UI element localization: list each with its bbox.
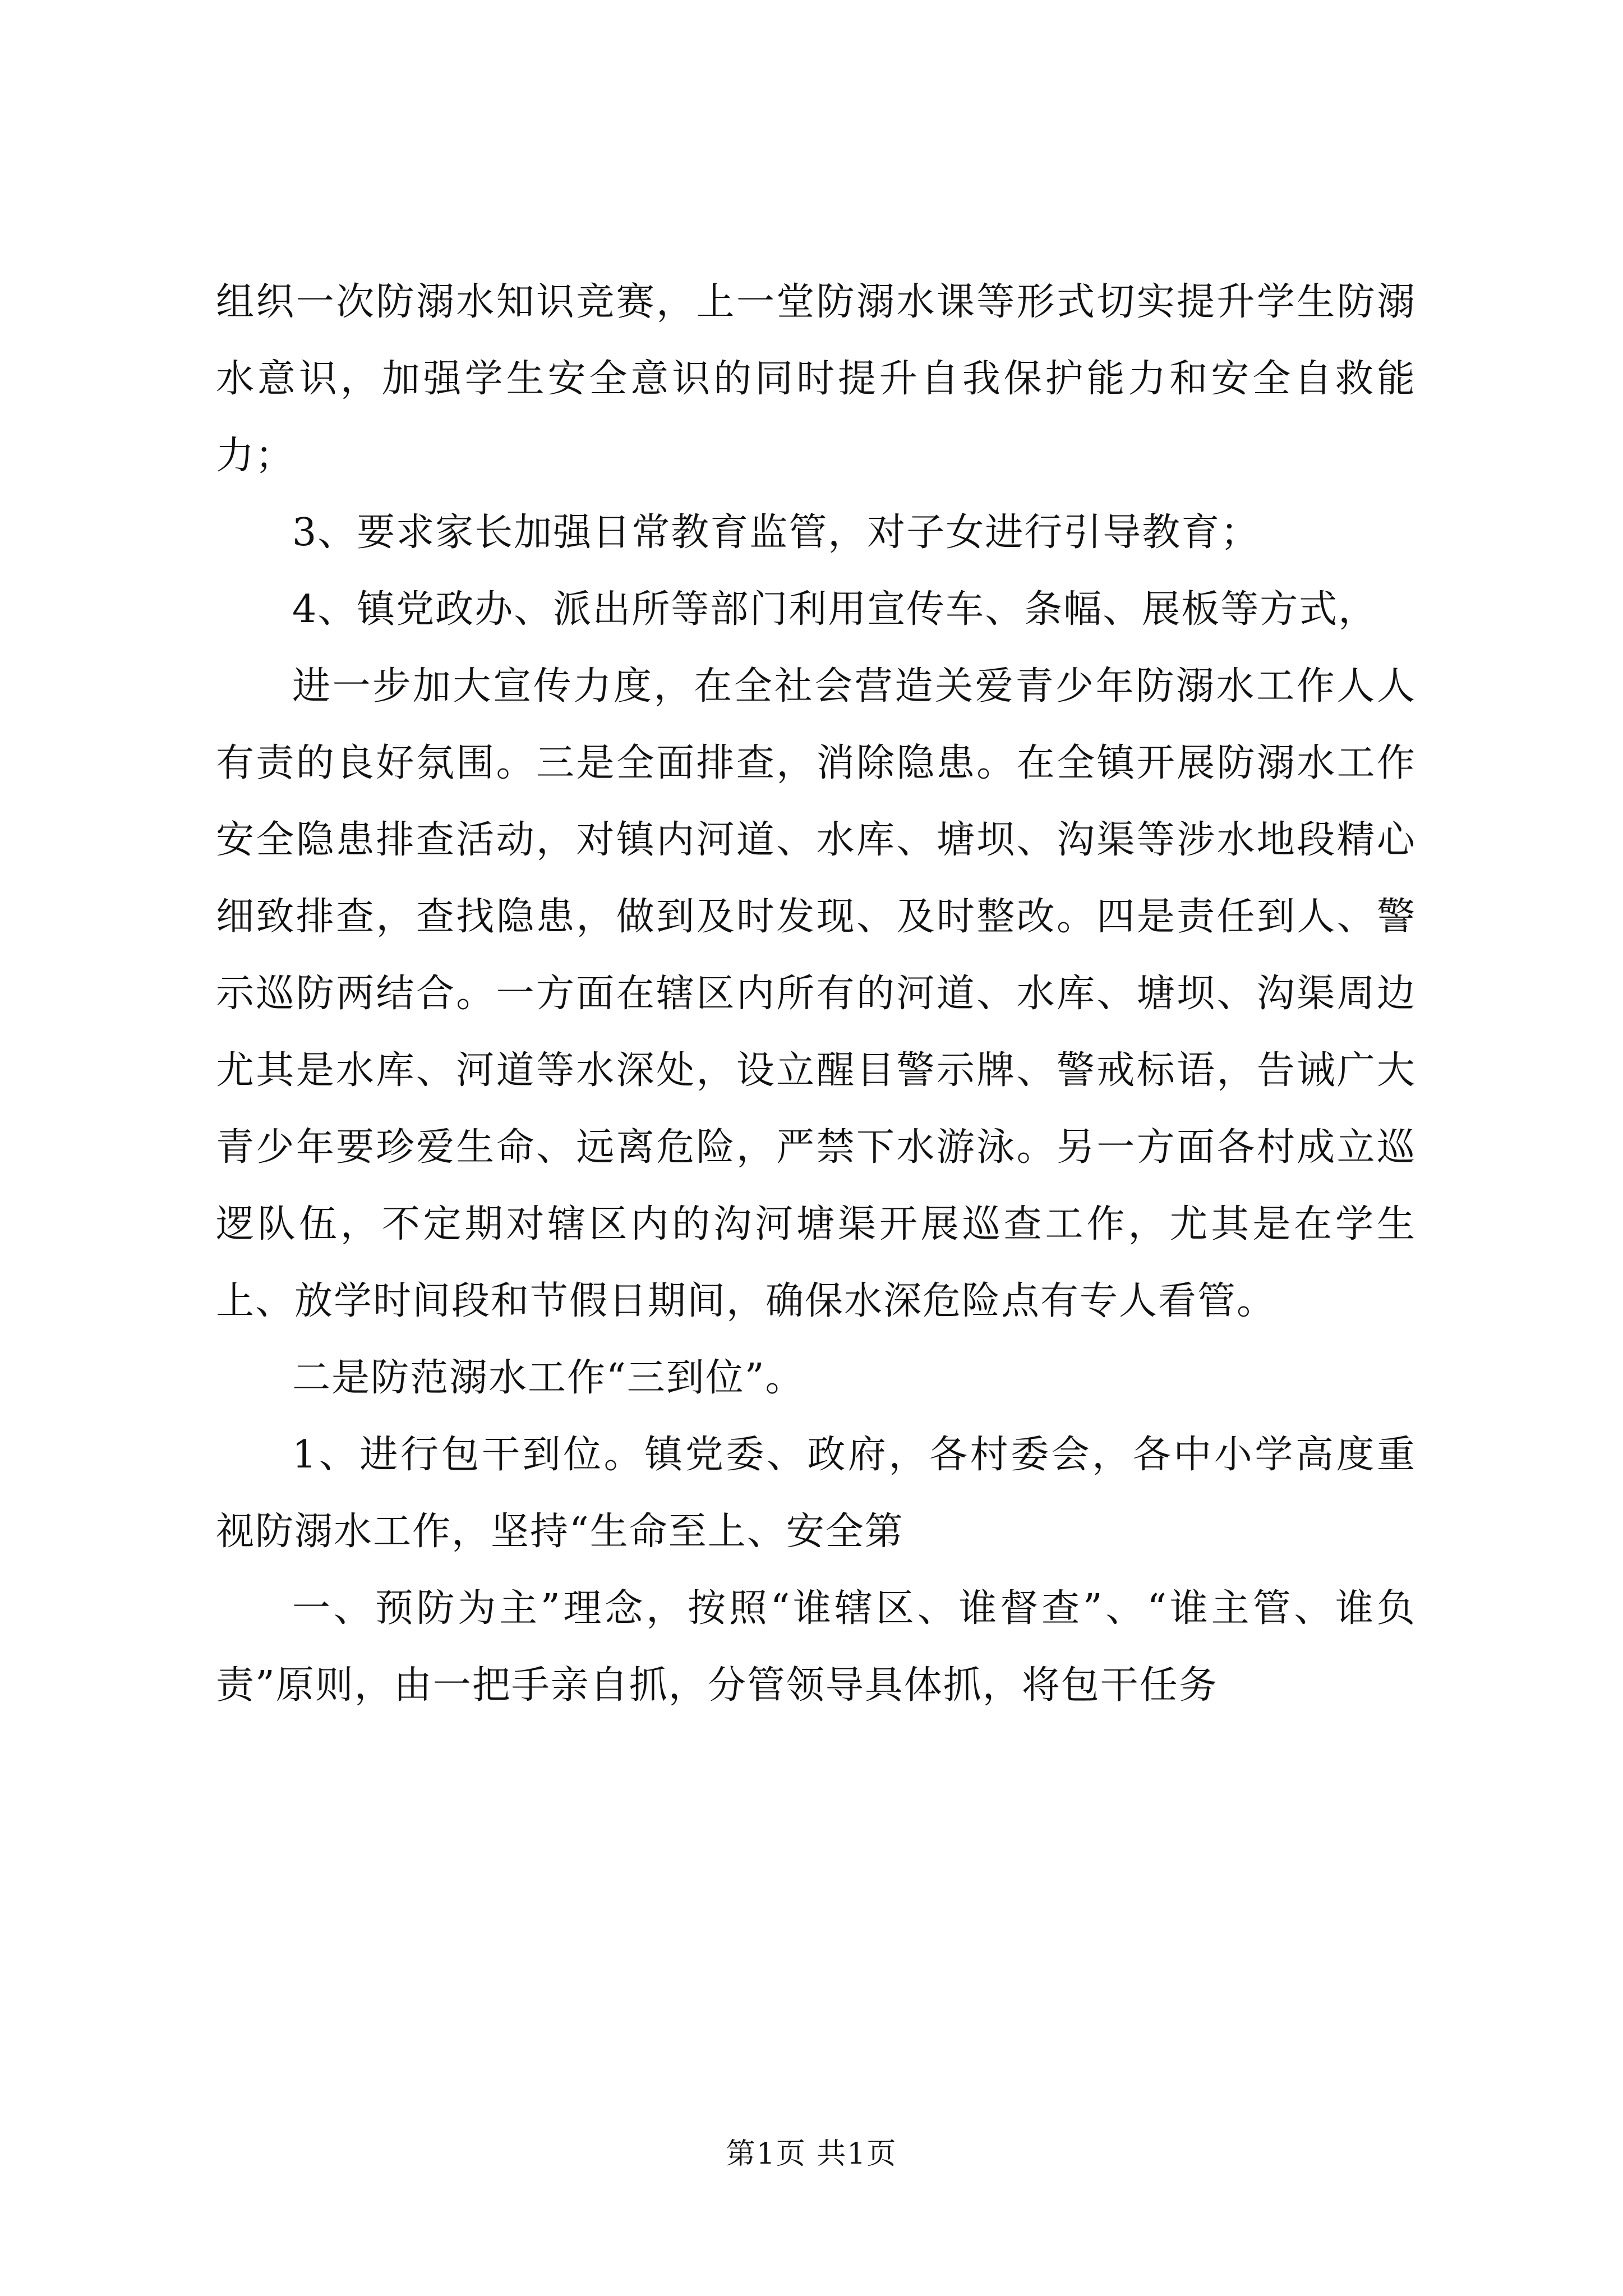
paragraph-item-4: 4、镇党政办、派出所等部门利用宣传车、条幅、展板等方式，: [292, 587, 1378, 632]
paragraph-publicity: 进一步加大宣传力度，在全社会营造关爱青少年防溺水工作人人有责的良好氛围。三是全面排查，消除隐患。在全镇开展防溺水工作安全隐患排查活动，对镇内河道、水库、塘坝、沟渠等涉水地段精心细致排查，查找隐患，做到及时发现、及时整改。四是责任到人、警示巡防两结合。一方面在辖区内所有的河道、水库、塘坝、沟渠周边尤其是水库、河道等水深处，设立醒目警示牌、警戒标语，告诫广大青少年要珍爱生命、远离危险，严禁下水游泳。另一方面各村成立巡逻队伍，不定期对辖区内的沟河塘渠开展巡查工作，尤其是在学生上、放学时间段和节假日期间，确保水深危险点有专人看管。: [216, 664, 1416, 1323]
paragraph-principle: 一、预防为主”理念，按照“谁辖区、谁督查”、“谁主管、谁负责”原则，由一把手亲自抓，分管领导具体抓，将包干任务: [216, 1586, 1416, 1708]
paragraph-continuation: 组织一次防溺水知识竞赛，上一堂防溺水课等形式切实提升学生防溺水意识，加强学生安全意识的同时提升自我保护能力和安全自救能力；: [216, 280, 1416, 478]
document-body: [216, 264, 1416, 1724]
paragraph-section-heading: 二是防范溺水工作“三到位”。: [292, 1356, 805, 1400]
paragraph-item-3: 3、要求家长加强日常教育监管，对子女进行引导教育；: [292, 510, 1260, 555]
paragraph-item-1: 1、进行包干到位。镇党委、政府，各村委会，各中小学高度重视防溺水工作，坚持“生命至上、安全第: [216, 1433, 1416, 1554]
page-footer: 第1页 共1页: [726, 2137, 897, 2171]
